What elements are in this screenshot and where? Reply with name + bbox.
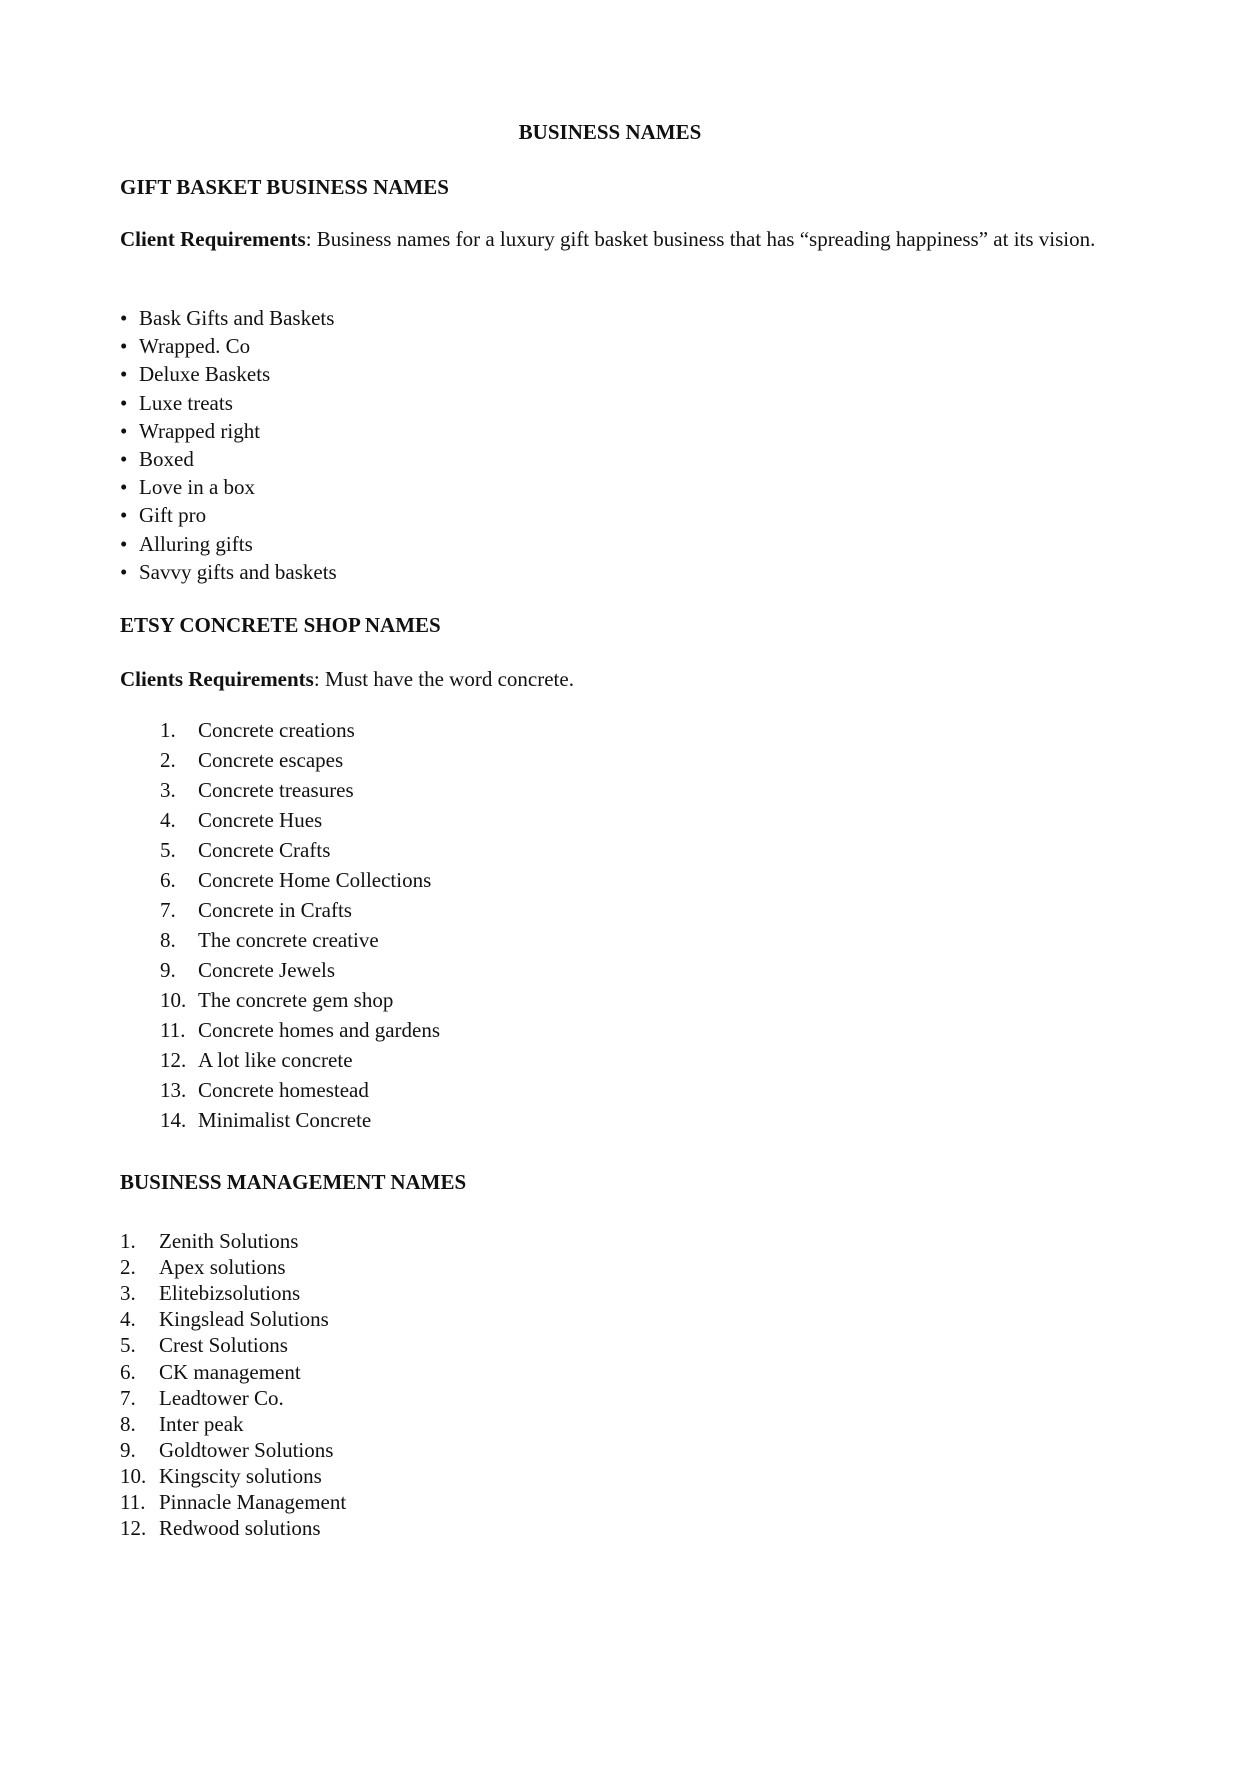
list-number: 6. bbox=[160, 868, 176, 892]
list-item-text: Gift pro bbox=[139, 503, 207, 528]
list-number: 9. bbox=[160, 958, 176, 982]
requirements-text: : Business names for a luxury gift basket business that has “spreading happiness” at its vision. bbox=[305, 227, 1096, 251]
requirements-etsy-concrete bbox=[120, 666, 1140, 693]
list-item-text: Apex solutions bbox=[159, 1255, 286, 1280]
list-number: 7. bbox=[120, 1385, 136, 1410]
requirements-gift-basket bbox=[120, 226, 1140, 253]
list-number: 8. bbox=[160, 928, 176, 952]
list-item-text: Alluring gifts bbox=[139, 531, 253, 556]
list-item-text: Crest Solutions bbox=[159, 1333, 288, 1358]
list-number: 2. bbox=[120, 1255, 136, 1280]
list-item-text: Wrapped. Co bbox=[139, 334, 251, 359]
list-item-text: Savvy gifts and baskets bbox=[139, 559, 337, 584]
list-item-text: Concrete treasures bbox=[198, 778, 354, 802]
list-item-text: Luxe treats bbox=[139, 390, 233, 415]
bullet-icon: • bbox=[120, 334, 128, 359]
list-item-text: Elitebizsolutions bbox=[159, 1281, 301, 1306]
list-item-text: The concrete gem shop bbox=[198, 988, 394, 1012]
list-number: 13. bbox=[160, 1078, 187, 1102]
bullet-icon: • bbox=[120, 503, 128, 528]
list-number: 4. bbox=[160, 808, 176, 832]
list-item-text: Wrapped right bbox=[139, 418, 261, 443]
list-item-text: Concrete Jewels bbox=[198, 958, 336, 982]
list-item-text: The concrete creative bbox=[198, 928, 379, 952]
list-item-text: Zenith Solutions bbox=[159, 1229, 299, 1253]
requirements-text: : Must have the word concrete. bbox=[313, 667, 574, 691]
page-title: BUSINESS NAMES bbox=[518, 120, 702, 144]
list-item-text: Pinnacle Management bbox=[159, 1490, 347, 1514]
list-item-text: Concrete Hues bbox=[198, 808, 323, 832]
list-item-text: Redwood solutions bbox=[159, 1516, 321, 1541]
section-heading-business-management: BUSINESS MANAGEMENT NAMES bbox=[120, 1170, 467, 1194]
bullet-icon: • bbox=[120, 559, 128, 584]
list-item-text: Deluxe Baskets bbox=[139, 362, 271, 387]
list-item-text: Kingslead Solutions bbox=[159, 1307, 329, 1332]
bullet-icon: • bbox=[120, 447, 128, 471]
list-item-text: A lot like concrete bbox=[198, 1048, 353, 1072]
list-item-text: Goldtower Solutions bbox=[159, 1437, 334, 1462]
list-number: 2. bbox=[160, 748, 176, 772]
list-number: 14. bbox=[160, 1108, 187, 1132]
list-number: 11. bbox=[160, 1018, 186, 1042]
list-item-text: Boxed bbox=[139, 447, 194, 471]
list-item-text: Concrete escapes bbox=[198, 748, 344, 772]
list-item-text: Kingscity solutions bbox=[159, 1463, 322, 1488]
list-number: 9. bbox=[120, 1437, 136, 1462]
list-item-text: Concrete homestead bbox=[198, 1078, 369, 1102]
list-number: 4. bbox=[120, 1307, 136, 1332]
list-number: 3. bbox=[120, 1281, 136, 1306]
list-number: 12. bbox=[160, 1048, 187, 1072]
section-heading-gift-basket: GIFT BASKET BUSINESS NAMES bbox=[120, 175, 449, 199]
list-number: 1. bbox=[120, 1229, 136, 1253]
bullet-icon: • bbox=[120, 531, 128, 556]
bullet-icon: • bbox=[120, 475, 128, 500]
list-number: 11. bbox=[120, 1490, 146, 1514]
list-item-text: Bask Gifts and Baskets bbox=[139, 306, 335, 330]
list-item-text: Concrete in Crafts bbox=[198, 898, 352, 922]
list-number: 5. bbox=[120, 1333, 136, 1358]
list-item-text: Leadtower Co. bbox=[159, 1385, 284, 1410]
requirements-label: Client Requirements bbox=[120, 227, 306, 251]
list-number: 5. bbox=[160, 838, 176, 862]
list-item-text: Concrete Crafts bbox=[198, 838, 331, 862]
list-item-text: Concrete homes and gardens bbox=[198, 1018, 441, 1042]
list-number: 1. bbox=[160, 718, 176, 742]
bullet-icon: • bbox=[120, 362, 128, 387]
list-number: 10. bbox=[120, 1463, 147, 1488]
list-number: 7. bbox=[160, 898, 176, 922]
list-number: 3. bbox=[160, 778, 176, 802]
list-item-text: Minimalist Concrete bbox=[198, 1108, 372, 1132]
section-heading-etsy-concrete: ETSY CONCRETE SHOP NAMES bbox=[120, 613, 441, 637]
list-number: 8. bbox=[120, 1411, 136, 1436]
list-item-text: Love in a box bbox=[139, 475, 256, 500]
list-number: 12. bbox=[120, 1516, 147, 1541]
bullet-icon: • bbox=[120, 390, 128, 415]
list-number: 10. bbox=[160, 988, 187, 1012]
list-item-text: CK management bbox=[159, 1359, 301, 1384]
list-number: 6. bbox=[120, 1359, 136, 1384]
bullet-icon: • bbox=[120, 418, 128, 443]
list-item-text: Concrete Home Collections bbox=[198, 868, 432, 892]
list-item-text: Concrete creations bbox=[198, 718, 355, 742]
list-item-text: Inter peak bbox=[159, 1411, 244, 1436]
bullet-icon: • bbox=[120, 306, 128, 330]
requirements-label: Clients Requirements bbox=[120, 667, 314, 691]
